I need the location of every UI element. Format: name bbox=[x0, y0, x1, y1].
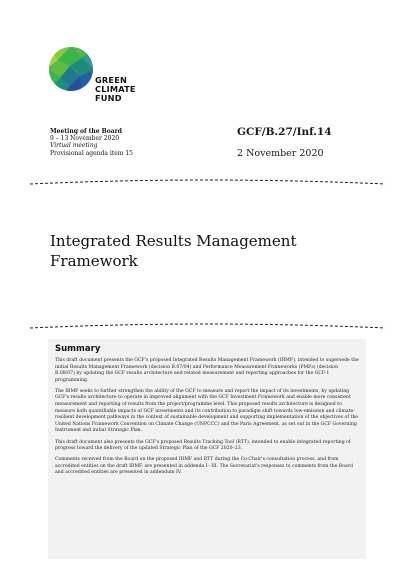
logo-line-fund: FUND bbox=[95, 93, 122, 103]
summary-paragraph: Comments received from the Board on the proposed IRMF and RTT during the Co-Chair's consultation process, and from accredited entities on the draft IRMF, are presented in addenda I– III. The Secretariat's responses to comments from the Board and accredited entities are presented in addendum IV. bbox=[55, 457, 353, 476]
bottom-divider bbox=[30, 322, 385, 330]
meeting-venue: Virtual meeting bbox=[50, 142, 98, 150]
top-divider bbox=[30, 178, 385, 186]
summary-paragraph: This draft document also presents the GCF's proposed Results Tracking Tool (RTT), intended to enable integrated reporting of progress toward the delivery of the updated Strategic Plan of the GCF 2020–23. bbox=[55, 439, 351, 452]
summary-heading: Summary bbox=[55, 344, 101, 354]
logo-wordmark bbox=[95, 76, 136, 103]
document-date: 2 November 2020 bbox=[237, 148, 324, 159]
meeting-name: Meeting of the Board bbox=[50, 128, 123, 135]
document-info bbox=[237, 126, 332, 160]
gcf-logo bbox=[48, 46, 158, 108]
meeting-dates: 9 – 13 November 2020 bbox=[50, 135, 120, 143]
summary-paragraph: The IRMF seeks to further strengthen the ability of the GCF to measure and report the impact of its investments, by updating GCF's results architecture to operate in improved alignment with the GCF Investment Framework and enable more consistent measurement and reporting of results from the project/programme level. This proposed results architecture is designed to measure both quantifiable impacts of GCF investments and its contribution to paradigm shift towards low-emission and climate-resilient development pathways in the context of sustainable development and supporting implementation of the objectives of the United Nations Framework Convention on Climate Change (UNFCCC) and the Paris Agreement, as set out in the GCF Governing Instrument and initial Strategic Plan. bbox=[55, 388, 359, 434]
summary-box bbox=[48, 339, 366, 559]
logo-line-green: GREEN bbox=[95, 75, 128, 85]
logo-line-climate: CLIMATE bbox=[95, 84, 136, 94]
summary-paragraph: This draft document presents the GCF's proposed Integrated Results Management Framework (IRMF), intended to supersede the initial Results Management Framework (decision B.07/04) and Performance Measurement Frameworks (PMFs) (decision B.08/07) by updating the GCF results architecture and related measurement and reporting approaches for the GCF-1 programming. bbox=[55, 358, 359, 383]
globe-logo-icon bbox=[48, 46, 94, 92]
meeting-info bbox=[50, 128, 133, 157]
document-title: Integrated Results Management Framework bbox=[50, 232, 297, 270]
agenda-item: Provisional agenda item 15 bbox=[50, 149, 133, 157]
document-symbol: GCF/B.27/Inf.14 bbox=[237, 126, 332, 138]
